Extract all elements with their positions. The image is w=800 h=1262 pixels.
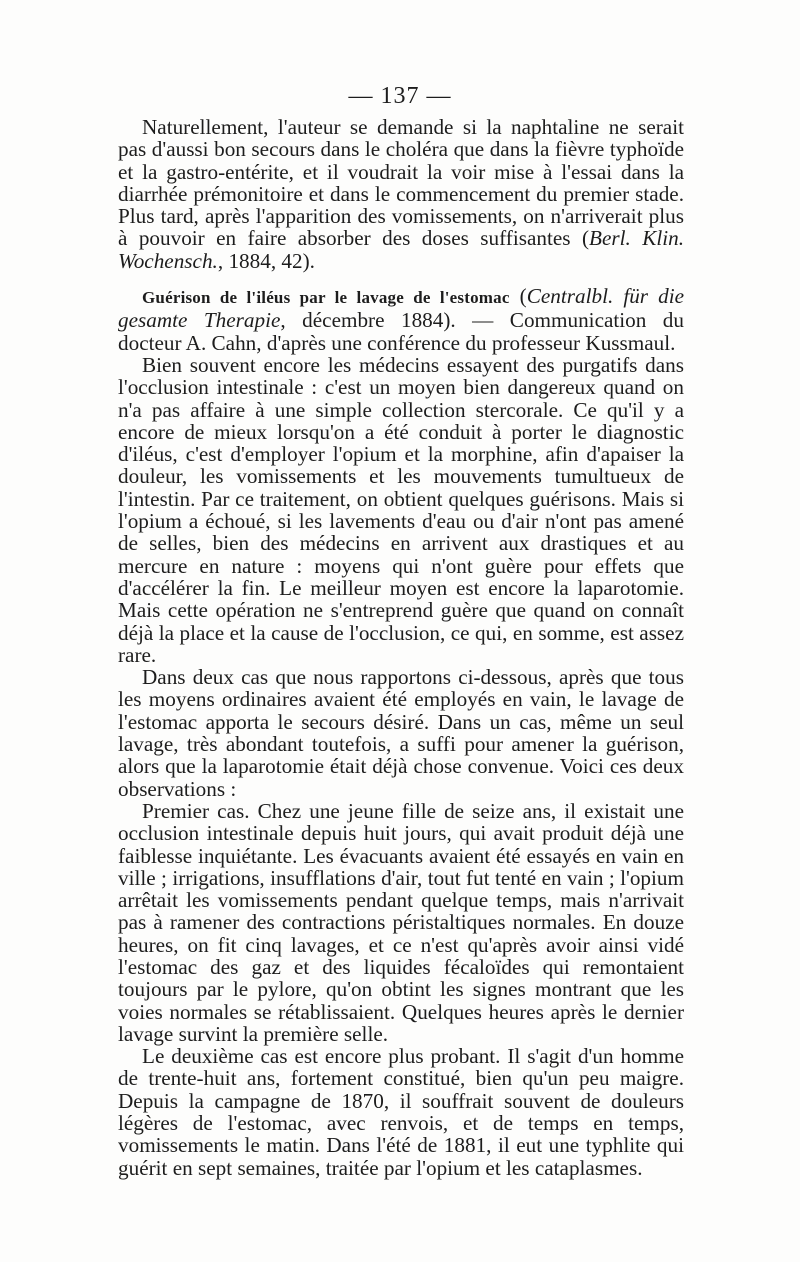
body-text [118, 116, 684, 1179]
paragraph-premier-cas: Premier cas. Chez une jeune fille de seize ans, il existait une occlusion intestinale depuis huit jours, qui avait produit déjà une faiblesse inquiétante. Les évacuants avaient été essayés en vain en ville ; irrigations, insufflations d'air, tout fut tenté en vain ; l'opium arrêtait les vomissements pendant quelque temps, mais n'arrivait pas à ramener des contractions péristaltiques normales. En douze heures, on fit cinq lavages, et ce n'est qu'après avoir ainsi vidé l'estomac des gaz et des liquides fécaloïdes qui remontaient toujours par le pylore, qu'on obtint les signes montrant que les voies normales se rétablissaient. Quelques heures après le dernier lavage survint la première selle. [118, 798, 684, 1046]
section-open-paren: ( [509, 284, 527, 309]
paragraph-occlusion: Bien souvent encore les médecins essayent des purgatifs dans l'occlusion intestinale : c'est un moyen bien dangereux quand on n'a pas affaire à une simple collection stercorale. Ce qu'il y a encore de mieux lorsqu'on a été conduit à porter le diagnostic d'iléus, c'est d'employer l'opium et la morphine, afin d'apaiser la douleur, les vomissements et les mouvements tumultueux de l'intestin. Par ce traitement, on obtient quelques guérisons. Mais si l'opium a échoué, si les lavements d'eau ou d'air n'ont pas amené de selles, bien des médecins en arrivent aux drastiques et au mercure en nature : moyens qui n'ont guère pour effets que d'accélérer la fin. Le meilleur moyen est encore la laparotomie. Mais cette opération ne s'entreprend guère que quand on connaît déjà la place et la cause de l'occlusion, ce qui, en somme, est assez rare. [118, 352, 684, 667]
section-source-details: , décembre 1884). — Communication du docteur A. Cahn, d'après une conférence du professeur Kussmaul. [118, 308, 684, 355]
section-title: Guérison de l'iléus par le lavage de l'estomac [142, 288, 510, 308]
paragraph-naphtaline [118, 116, 684, 272]
citation-details: , 1884, 42). [217, 248, 315, 273]
section-journal: Centralbl. für die gesamte Therapie [118, 284, 684, 333]
paragraph-deux-cas: Dans deux cas que nous rapportons ci-dessous, après que tous les moyens ordinaires avaient été employés en vain, le lavage de l'estomac apporta le secours désiré. Dans un cas, même un seul lavage, très abondant toutefois, a suffi pour amener la guérison, alors que la laparotomie était déjà chose convenue. Voici ces deux observations : [118, 665, 684, 801]
page-number: — 137 — [348, 83, 452, 109]
paragraph-naphtaline-text: Naturellement, l'auteur se demande si la naphtaline ne serait pas d'aussi bon secours dans le choléra que dans la fièvre typhoïde et la gastro-entérite, et il voudrait la voir mise à l'essai dans la diarrhée prémonitoire et dans le commencement du premier stade. Plus tard, après l'apparition des vomissements, on n'arriverait plus à pouvoir en faire absorber des doses suffisantes ( [118, 115, 684, 251]
section-heading-paragraph [118, 285, 684, 354]
paragraph-deuxieme-cas: Le deuxième cas est encore plus probant. Il s'agit d'un homme de trente-huit ans, fortement constitué, bien qu'un peu maigre. Depuis la campagne de 1870, il souffrait souvent de douleurs légères de l'estomac, avec renvois, et de temps en temps, vomissements le matin. Dans l'été de 1881, il eut une typhlite qui guérit en sept semaines, traitée par l'opium et les cataplasmes. [118, 1044, 684, 1180]
citation-journal: Berl. Klin. Wochensch. [118, 226, 684, 273]
